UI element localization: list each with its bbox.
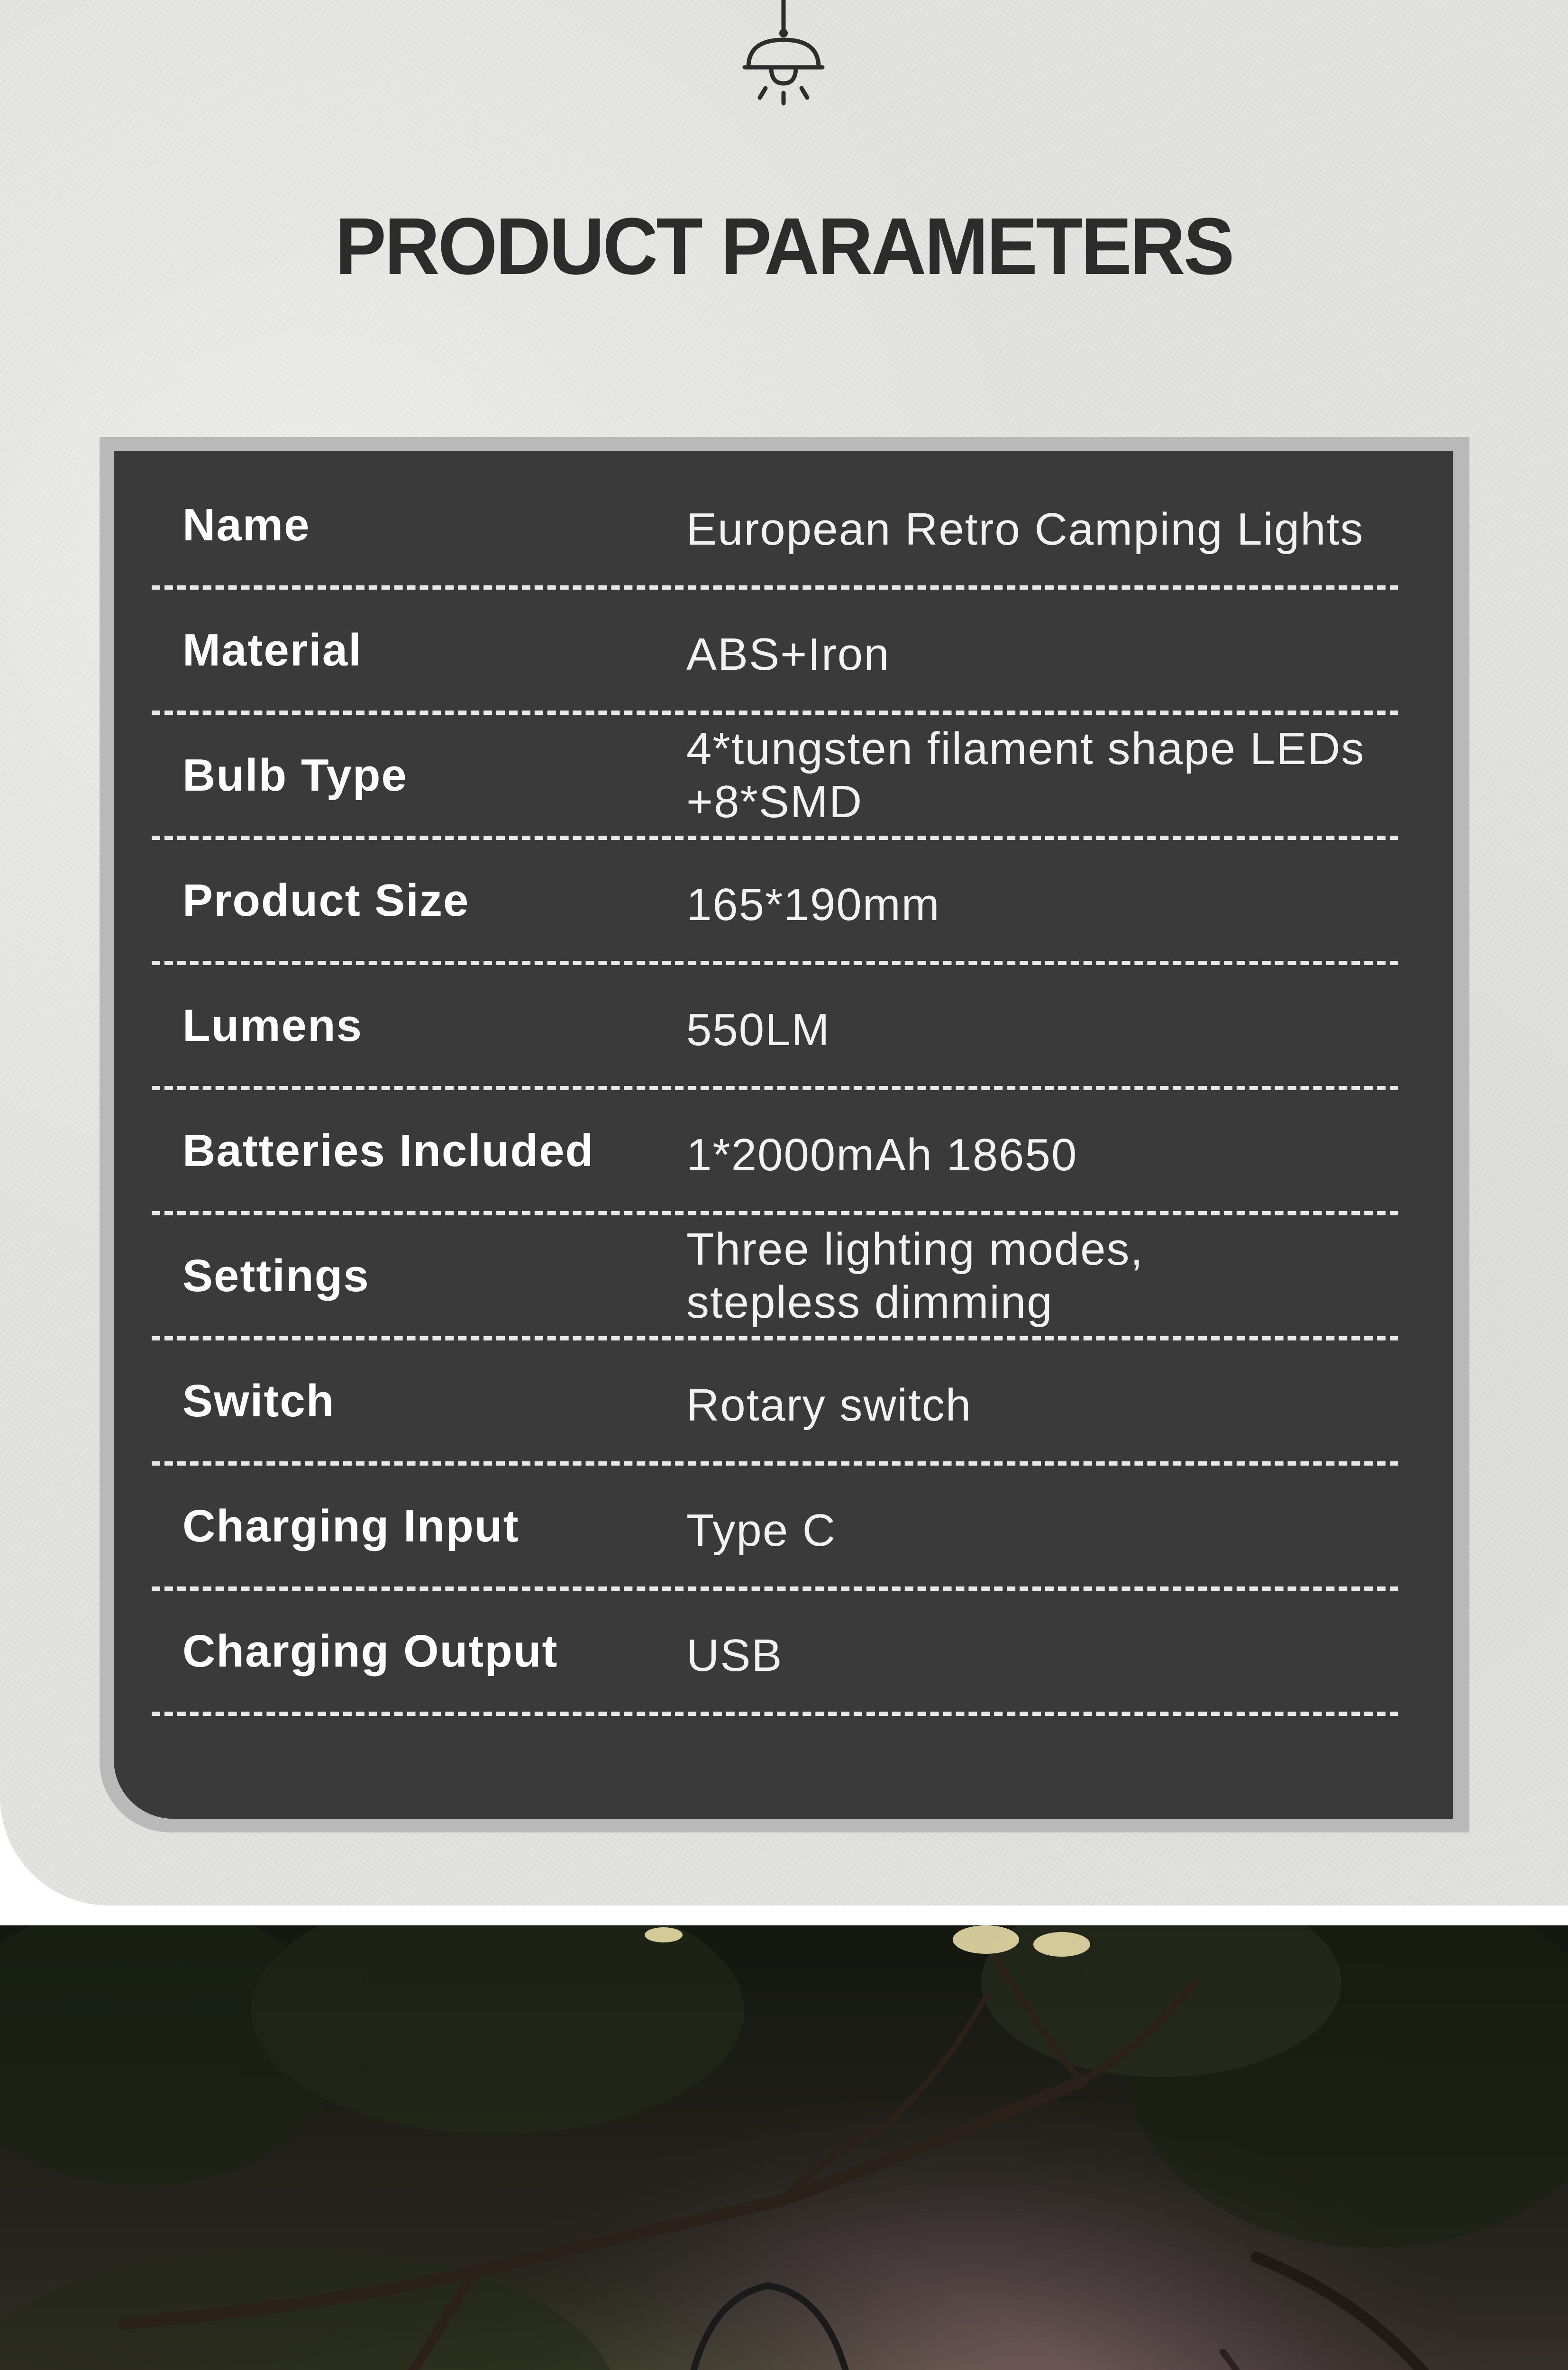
param-value: Three lighting modes, stepless dimming [686, 1223, 1144, 1328]
product-photo [0, 1925, 1568, 2370]
param-label: Name [182, 499, 310, 550]
param-value: European Retro Camping Lights [686, 503, 1364, 555]
param-row-material [152, 590, 1398, 715]
param-row-charging-output [152, 1591, 1398, 1716]
param-label: Lumens [182, 1000, 363, 1051]
param-row-product-size [152, 840, 1398, 965]
param-value: 165*190mm [686, 879, 940, 930]
param-label: Batteries Included [182, 1125, 594, 1176]
param-value: 1*2000mAh 18650 [686, 1129, 1078, 1180]
param-row-bulb-type [152, 715, 1398, 840]
param-value: 4*tungsten filament shape LEDs +8*SMD [686, 723, 1365, 827]
param-label: Charging Output [182, 1625, 558, 1677]
param-row-charging-input [152, 1466, 1398, 1591]
param-value: USB [686, 1630, 783, 1681]
param-row-name [152, 465, 1398, 590]
hanging-lamp-icon [736, 0, 831, 114]
param-value: 550LM [686, 1004, 830, 1055]
param-row-switch [152, 1340, 1398, 1466]
lantern-scene-illustration [0, 1925, 1568, 2370]
param-row-lumens [152, 965, 1398, 1090]
param-label: Product Size [182, 875, 470, 926]
param-label: Material [182, 624, 362, 675]
param-value: ABS+Iron [686, 629, 890, 680]
param-value: Rotary switch [686, 1379, 972, 1431]
param-label: Switch [182, 1375, 335, 1426]
param-label: Bulb Type [182, 749, 408, 801]
section-title: PRODUCT PARAMETERS [335, 201, 1233, 292]
param-value: Type C [686, 1504, 837, 1556]
param-label: Settings [182, 1250, 370, 1301]
param-row-batteries [152, 1090, 1398, 1215]
param-label: Charging Input [182, 1500, 520, 1551]
param-row-settings [152, 1215, 1398, 1340]
